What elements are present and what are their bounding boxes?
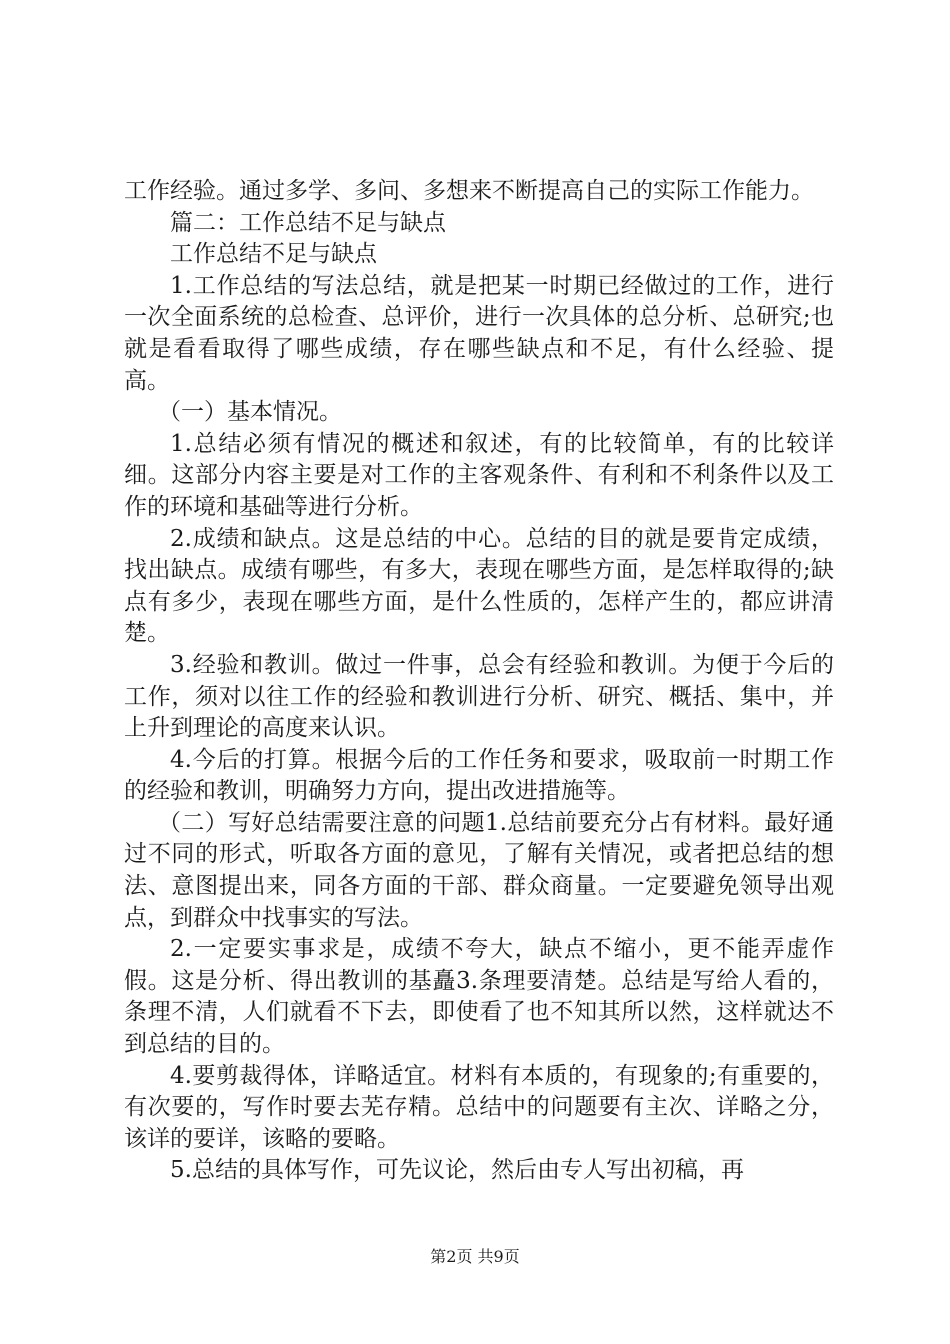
paragraph: 1.工作总结的写法总结，就是把某一时期已经做过的工作，进行一次全面系统的总检查、总评价，进行一次具体的总分析、总研究;也就是看看取得了哪些成绩，存在哪些缺点和不足，有什么经验、提高。	[124, 272, 834, 394]
paragraph: 5.总结的具体写作，可先议论，然后由专人写出初稿，再	[170, 1157, 744, 1184]
paragraph: 2.一定要实事求是，成绩不夸大，缺点不缩小，更不能弄虚作假。这是分析、得出教训的基矗3.条理要清楚。总结是写给人看的，条理不清，人们就看不下去，即使看了也不知其所以然，这样就达不到总结的目的。	[124, 936, 834, 1058]
paragraph-continuation: 工作经验。通过多学、多问、多想来不断提高自己的实际工作能力。	[124, 178, 814, 204]
section-heading: 篇二：工作总结不足与缺点	[170, 209, 446, 236]
paragraph: 4.今后的打算。根据今后的工作任务和要求，吸取前一时期工作的经验和教训，明确努力方向，提出改进措施等。	[124, 746, 834, 805]
paragraph: 3.经验和教训。做过一件事，总会有经验和教训。为便于今后的工作，须对以往工作的经验和教训进行分析、研究、概括、集中，并上升到理论的高度来认识。	[124, 651, 834, 742]
article-title: 工作总结不足与缺点	[170, 241, 377, 268]
paragraph: 1.总结必须有情况的概述和叙述，有的比较简单，有的比较详细。这部分内容主要是对工作的主客观条件、有利和不利条件以及工作的环境和基础等进行分析。	[124, 430, 834, 520]
paragraph: 4.要剪裁得体，详略适宜。材料有本质的，有现象的;有重要的，有次要的，写作时要去芜存精。总结中的问题要有主次、详略之分，该详的要详，该略的要略。	[124, 1062, 834, 1152]
paragraph: 2.成绩和缺点。这是总结的中心。总结的目的就是要肯定成绩，找出缺点。成绩有哪些，有多大，表现在哪些方面，是怎样取得的;缺点有多少，表现在哪些方面，是什么性质的，怎样产生的，都应讲清楚。	[124, 525, 834, 647]
paragraph: （二）写好总结需要注意的问题1.总结前要充分占有材料。最好通过不同的形式，听取各方面的意见，了解有关情况，或者把总结的想法、意图提出来，同各方面的干部、群众商量。一定要避免领导出观点，到群众中找事实的写法。	[124, 809, 834, 931]
subsection-heading: （一）基本情况。	[158, 399, 342, 426]
document-body	[124, 176, 834, 1187]
page-number-footer: 第2页 共9页	[430, 1247, 520, 1266]
